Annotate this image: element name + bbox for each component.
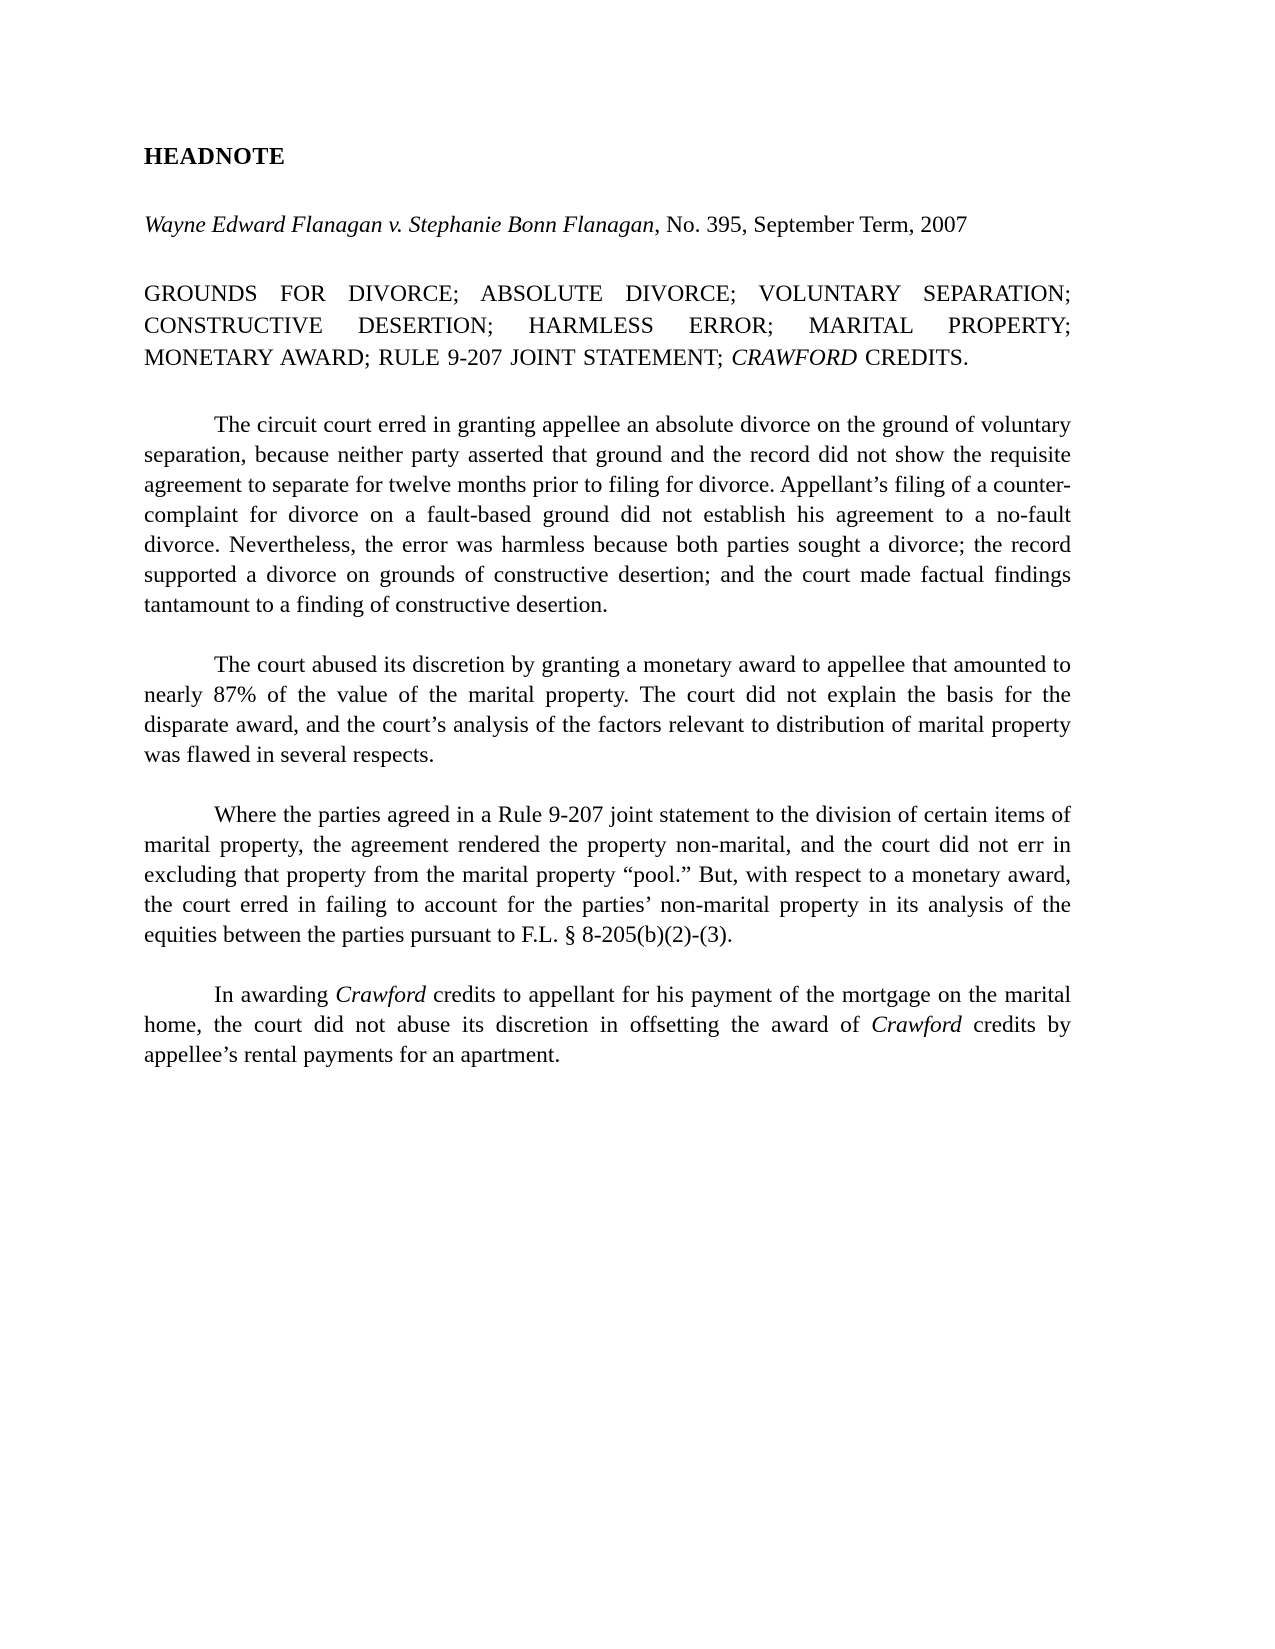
body-paragraph-2	[144, 650, 1071, 770]
body-paragraph-3	[144, 800, 1071, 950]
keywords-paragraph	[144, 278, 1071, 374]
body-paragraph-4	[144, 980, 1071, 1070]
keywords-italic-term: CRAWFORD	[731, 345, 858, 371]
crawford-italic-term: Crawford	[871, 1012, 962, 1038]
paragraph-text: The court abused its discretion by granting a monetary award to appellee that amounted to nearly 87% of the value of the marital property. The court did not explain the basis for the disparate award, and the court’s analysis of the factors relevant to distribution of marital property was flawed in several respects.	[144, 652, 1071, 768]
paragraph-text: In awarding	[214, 982, 336, 1008]
paragraph-text: credits by appellee’s rental payments for an apartment.	[144, 1012, 1071, 1068]
headnote-content	[144, 142, 1071, 1070]
case-caption	[144, 210, 1071, 240]
case-caption-meta: , No. 395, September Term, 2007	[654, 212, 968, 238]
case-name: Wayne Edward Flanagan v. Stephanie Bonn Flanagan	[144, 212, 655, 238]
headnote-heading: HEADNOTE	[144, 144, 286, 170]
keywords-text-end: CREDITS.	[857, 345, 969, 371]
body-paragraph-1	[144, 410, 1071, 620]
paragraph-text: Where the parties agreed in a Rule 9-207 joint statement to the division of certain items of marital property, the agreement rendered the property non-marital, and the court did not err in excluding that property from the marital property “pool.” But, with respect to a monetary award, the court erred in failing to account for the parties’ non-marital property in its analysis of the equities between the parties pursuant to F.L. § 8-205(b)(2)-(3).	[144, 802, 1071, 948]
keywords-text: GROUNDS FOR DIVORCE; ABSOLUTE DIVORCE; VOLUNTARY SEPARATION; CONSTRUCTIVE DESERTION; HARMLESS ERROR; MARITAL PROPERTY; MONETARY AWARD; RULE 9-207 JOINT STATEMENT;	[144, 281, 1071, 371]
paragraph-text: credits to appellant for his payment of the mortgage on the marital home, the court did not abuse its discretion in offsetting the award of	[144, 982, 1071, 1038]
paragraph-text: The circuit court erred in granting appellee an absolute divorce on the ground of voluntary separation, because neither party asserted that ground and the record did not show the requisite agreement to separate for twelve months prior to filing for divorce. Appellant’s filing of a counter-complaint for divorce on a fault-based ground did not establish his agreement to a no-fault divorce. Nevertheless, the error was harmless because both parties sought a divorce; the record supported a divorce on grounds of constructive desertion; and the court made factual findings tantamount to a finding of constructive desertion.	[144, 412, 1071, 618]
crawford-italic-term: Crawford	[335, 982, 426, 1008]
